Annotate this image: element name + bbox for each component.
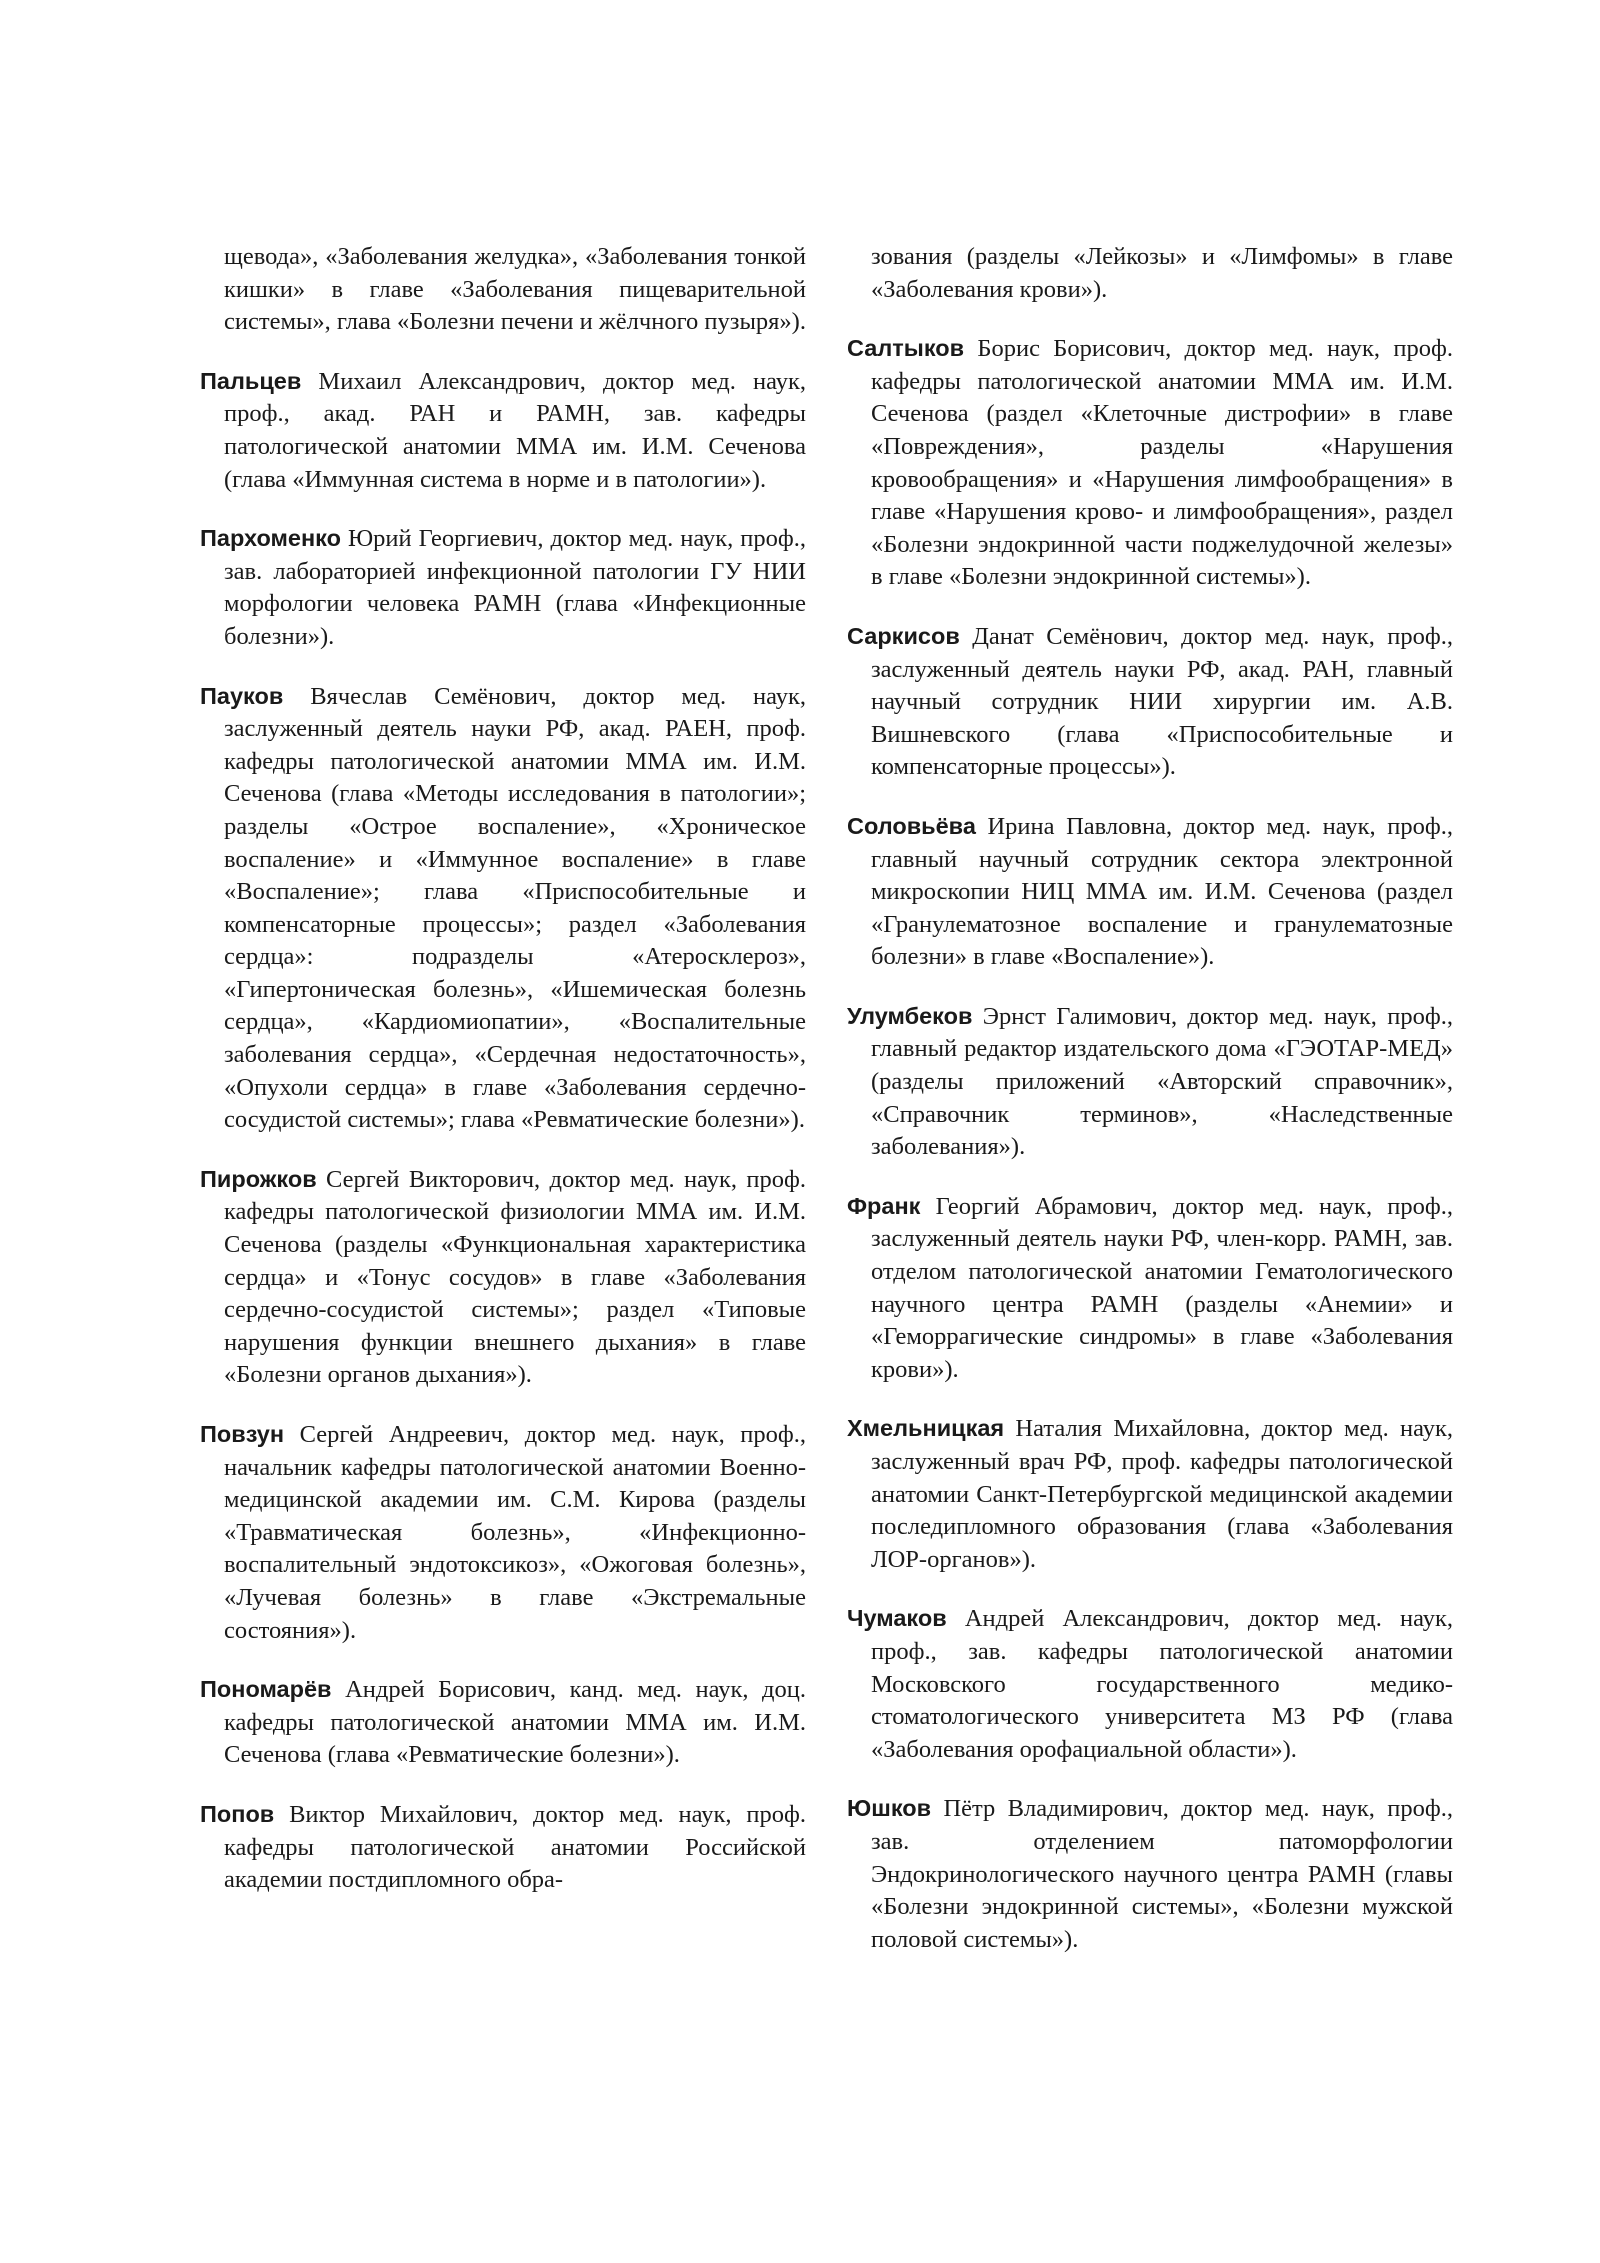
author-surname: Хмельницкая <box>847 1415 1005 1442</box>
author-details: Борис Борисович, доктор мед. наук, проф. кафедры патологической анатомии ММА им. И.М. Сеченова (раздел «Клеточные дистрофии» в главе «Повреждения», разделы «Нарушения кровообращения» и «Нарушения лимфообращения» в главе «Нарушения крово- и лимфообращения», раздел «Болезни эндокринной части поджелудочной железы» в главе «Болезни эндокринной системы»). <box>871 335 1453 591</box>
author-details: Данат Семёнович, доктор мед. наук, проф., заслуженный деятель науки РФ, акад. РАН, главный научный сотрудник НИИ хирургии им. А.В. Вишневского (глава «Приспособительные и компенсаторные процессы»). <box>871 622 1453 781</box>
author-surname: Попов <box>200 1800 275 1827</box>
author-details: Наталия Михайловна, доктор мед. наук, заслуженный врач РФ, проф. кафедры патологической анатомии Санкт-Петербургской медицинской академии последипломного образования (глава «Заболевания ЛОР-органов»). <box>871 1415 1453 1573</box>
author-details: Георгий Абрамович, доктор мед. наук, проф., заслуженный деятель науки РФ, член-корр. РАМН, зав. отделом патологической анатомии Гематологического научного центра РАМН (разделы «Анемии» и «Геморрагические синдромы» в главе «Заболевания крови»). <box>871 1192 1453 1383</box>
author-entry <box>847 1412 1453 1576</box>
author-details: Виктор Михайлович, доктор мед. наук, проф. кафедры патологической анатомии Российской академии постдипломного обра- <box>224 1800 806 1894</box>
author-entry <box>200 365 806 496</box>
author-entry <box>847 1792 1453 1956</box>
author-surname: Франк <box>847 1192 921 1219</box>
continuation-paragraph: щевода», «Заболевания желудка», «Заболевания тонкой кишки» в главе «Заболевания пищеварительной системы», глава «Болезни печени и жёлчного пузыря»). <box>224 243 806 336</box>
author-surname: Пальцев <box>200 367 302 394</box>
author-entry <box>200 680 806 1137</box>
author-surname: Чумаков <box>847 1605 947 1632</box>
author-entry <box>847 1602 1453 1766</box>
author-entry <box>200 1673 806 1772</box>
author-entry <box>847 620 1453 784</box>
author-surname: Юшков <box>847 1795 932 1822</box>
author-surname: Пирожков <box>200 1165 317 1192</box>
author-entry <box>847 1000 1453 1164</box>
author-details: Вячеслав Семёнович, доктор мед. наук, заслуженный деятель науки РФ, акад. РАЕН, проф. кафедры патологической анатомии ММА им. И.М. Сеченова (глава «Методы исследования в патологии»; разделы «Острое воспаление», «Хроническое воспаление» и «Иммунное воспаление» в главе «Воспаление»; глава «Приспособительные и компенсаторные процессы»; раздел «Заболевания сердца»: подразделы «Атеросклероз», «Гипертоническая болезнь», «Ишемическая болезнь сердца», «Кардиомиопатии», «Воспалительные заболевания сердца», «Сердечная недостаточность», «Опухоли сердца» в главе «Заболевания сердечно-сосудистой системы»; глава «Ревматические болезни»). <box>224 682 806 1134</box>
author-surname: Саркисов <box>847 622 960 649</box>
left-column <box>200 241 806 1923</box>
author-details: Сергей Викторович, доктор мед. наук, проф. кафедры патологической физиологии ММА им. И.М. Сеченова (разделы «Функциональная характеристика сердца» и «Тонус сосудов» в главе «Заболевания сердечно-сосудистой системы»; раздел «Типовые нарушения функции внешнего дыхания» в главе «Болезни органов дыхания»). <box>224 1165 806 1389</box>
author-surname: Соловьёва <box>847 812 976 839</box>
author-details: Михаил Александрович, доктор мед. наук, проф., акад. РАН и РАМН, зав. кафедры патологической анатомии ММА им. И.М. Сеченова (глава «Иммунная система в норме и в патологии»). <box>224 367 806 493</box>
author-details: Сергей Андреевич, доктор мед. наук, проф., начальник кафедры патологической анатомии Военно-медицинской академии им. С.М. Кирова (разделы «Травматическая болезнь», «Инфекционно-воспалительный эндотоксикоз», «Ожоговая болезнь», «Лучевая болезнь» в главе «Экстремальные состояния»). <box>224 1421 807 1644</box>
author-details: Андрей Александрович, доктор мед. наук, проф., зав. кафедры патологической анатомии Московского государственного медико-стоматологического университета МЗ РФ (глава «Заболевания орофациальной области»). <box>871 1605 1454 1763</box>
author-surname: Пономарёв <box>200 1676 332 1703</box>
author-surname: Салтыков <box>847 335 965 362</box>
author-details: Пётр Владимирович, доктор мед. наук, проф., зав. отделением патоморфологии Эндокринологического научного центра РАМН (главы «Болезни эндокринной системы», «Болезни мужской половой системы»). <box>871 1795 1453 1953</box>
author-entry <box>200 1418 806 1647</box>
author-surname: Пархоменко <box>200 525 341 552</box>
author-entry <box>847 1190 1453 1387</box>
author-details: Юрий Георгиевич, доктор мед. наук, проф., зав. лабораторией инфекционной патологии ГУ НИИ морфологии человека РАМН (глава «Инфекционные болезни»). <box>224 525 807 650</box>
author-details: Ирина Павловна, доктор мед. наук, проф., главный научный сотрудник сектора электронной микроскопии НИЦ ММА им. И.М. Сеченова (раздел «Гранулематозное воспаление и гранулематозные болезни» в главе «Воспаление»). <box>871 812 1454 971</box>
continuation-paragraph: зования (разделы «Лейкозы» и «Лимфомы» в главе «Заболевания крови»). <box>871 243 1453 303</box>
right-column <box>847 241 1453 1982</box>
author-surname: Пауков <box>200 682 284 709</box>
author-details: Эрнст Галимович, доктор мед. наук, проф., главный редактор издательского дома «ГЭОТАР-МЕД» (разделы приложений «Авторский справочник», «Справочник терминов», «Наследственные заболевания»). <box>871 1002 1454 1161</box>
author-entry <box>200 522 806 653</box>
author-entry <box>200 1163 806 1392</box>
author-surname: Улумбеков <box>847 1002 973 1029</box>
author-surname: Повзун <box>200 1421 285 1447</box>
author-entry <box>847 332 1453 594</box>
author-entry <box>847 810 1453 974</box>
author-details: Андрей Борисович, канд. мед. наук, доц. кафедры патологической анатомии ММА им. И.М. Сеченова (глава «Ревматические болезни»). <box>224 1676 806 1769</box>
author-entry <box>200 1798 806 1897</box>
